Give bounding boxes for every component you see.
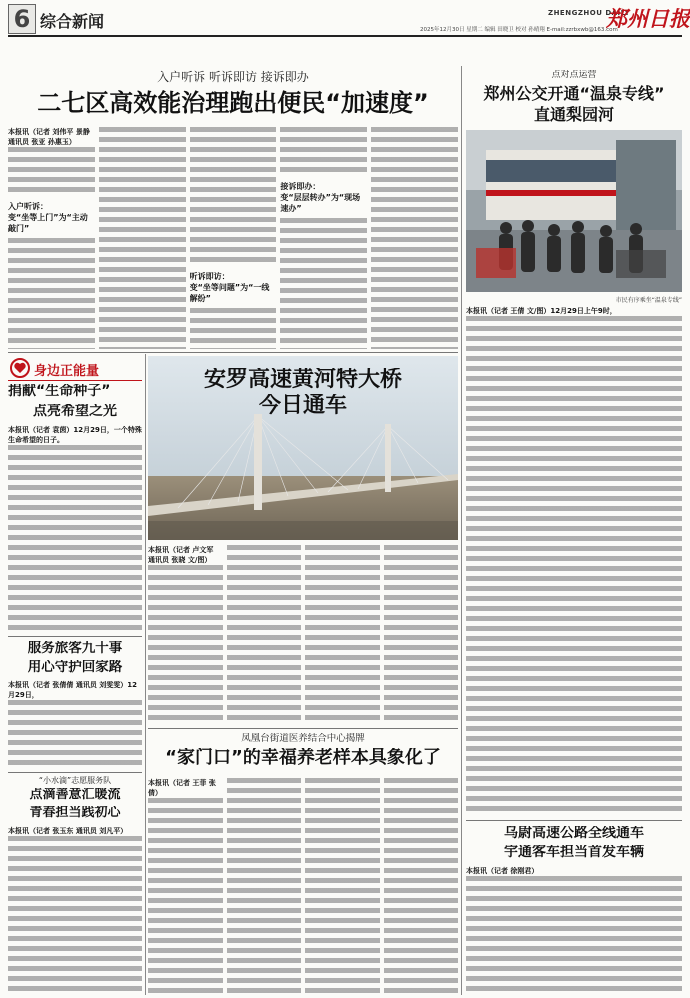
bridge-col-1 (148, 545, 223, 723)
bridge-col-2 (227, 545, 302, 723)
top-lead: 本报讯（记者 刘伟平 景静 通讯员 张亚 孙惠玉） (8, 128, 90, 146)
text-block (227, 778, 302, 994)
text-block (99, 127, 186, 349)
highway-body (466, 866, 682, 994)
elderly-kicker: 凤凰台街道医养结合中心揭牌 (241, 733, 365, 744)
donate-body (8, 425, 142, 631)
elderly-col-1 (148, 778, 223, 994)
bus-photo-image (466, 130, 682, 292)
text-block (466, 316, 682, 816)
text-block (280, 127, 367, 177)
top-headline: 二七区高效能治理跑出便民“加速度” (37, 90, 429, 117)
header-rule (8, 35, 682, 37)
volunteer-body (8, 826, 142, 994)
text-block (8, 445, 142, 631)
top-subhead-1: 入户听诉： 变“坐等上门”为“主动敲门” (8, 202, 88, 233)
donate-headline-2: 点亮希望之光 (33, 404, 117, 419)
travel-headline-2: 用心守护回家路 (27, 660, 123, 675)
travel-headline-1: 服务旅客九十事 (27, 641, 123, 656)
divider (145, 354, 146, 995)
page-number: 6 (13, 5, 31, 33)
highway-lead: 本报讯（记者 徐刚君） (466, 867, 539, 875)
dateline: 2025年12月30日 星期二 编辑 田晓卫 校对 孙晴翔 E-mail:zzrbxwb@163.com (420, 27, 618, 33)
text-block (305, 545, 380, 723)
text-block (371, 127, 458, 349)
text-block (384, 778, 459, 994)
paper-name-en: ZHENGZHOU DAILY (548, 9, 631, 17)
bus-photo-caption: 市民有序乘坐“温泉专线” (615, 297, 682, 304)
elderly-lead: 本报讯（记者 王菲 张倩） (148, 779, 216, 797)
bridge-headline-1: 安罗高速黄河特大桥 (203, 368, 402, 392)
top-subhead-3: 接诉即办： 变“层层转办”为“现场速办” (280, 182, 361, 213)
text-block (148, 798, 223, 994)
top-col-2 (99, 127, 186, 349)
highway-headline-1: 乌尉高速公路全线通车 (504, 826, 644, 841)
top-col-5 (371, 127, 458, 349)
text-block (8, 147, 95, 197)
bus-body (466, 306, 682, 816)
top-col-1 (8, 127, 95, 349)
top-subhead-2: 听诉即访： 变“坐等问题”为“一线解纷” (189, 272, 270, 303)
top-col-4 (280, 127, 367, 349)
elderly-headline: “家门口”的幸福养老样本具象化了 (165, 748, 441, 768)
text-block (305, 778, 380, 994)
donate-lead: 本报讯（记者 袁茵）12月29日，一个特殊生命希望的日子。 (8, 426, 142, 444)
elderly-body (148, 778, 458, 994)
elderly-col-3 (305, 778, 380, 994)
bus-photo (466, 130, 682, 292)
divider (8, 772, 142, 773)
bridge-col-3 (305, 545, 380, 723)
bus-lead: 本报讯（记者 王倩 文/图）12月29日上午9时， (466, 307, 617, 315)
divider (8, 636, 142, 637)
text-block (8, 836, 142, 994)
text-block (227, 545, 302, 723)
bridge-body (148, 545, 458, 723)
elderly-col-4 (384, 778, 459, 994)
heart-emblem-icon (10, 358, 30, 378)
travel-lead: 本报讯（记者 张倩倩 通讯员 刘雯雯）12月29日， (8, 681, 138, 699)
highway-headline-2: 宇通客车担当首发车辆 (504, 845, 644, 860)
text-block (8, 238, 95, 349)
divider (461, 66, 462, 995)
text-block (280, 218, 367, 349)
top-col-3 (190, 127, 277, 349)
paper-logo: 郑州日报 (606, 6, 690, 31)
bus-headline-1: 郑州公交开通“温泉专线” (483, 85, 665, 103)
top-body (8, 127, 458, 349)
bus-headline-2: 直通梨园河 (533, 106, 614, 124)
top-kicker: 入户听诉 听诉即访 接诉即办 (157, 70, 309, 84)
donate-headline-1: 捐献“生命种子” (8, 384, 111, 399)
section-title: 综合新闻 (40, 12, 105, 31)
bridge-col-4 (384, 545, 459, 723)
text-block (8, 700, 142, 768)
text-block (190, 127, 277, 267)
text-block (148, 565, 223, 723)
divider (466, 820, 682, 821)
elderly-col-2 (227, 778, 302, 994)
divider (148, 728, 458, 729)
volunteer-headline-2: 青春担当践初心 (29, 806, 121, 820)
section-badge-label: 身边正能量 (34, 364, 100, 379)
page-number-box (8, 4, 36, 34)
section-badge (8, 356, 142, 381)
bridge-lead: 本报讯（记者 卢文军 通讯员 张晓 文/图） (148, 546, 214, 564)
volunteer-headline-1: 点滴善意汇暖流 (29, 788, 121, 802)
bus-kicker: 点对点运营 (551, 70, 597, 80)
text-block (466, 876, 682, 994)
divider (8, 352, 458, 353)
text-block (190, 308, 277, 349)
bridge-headline-2: 今日通车 (258, 394, 347, 418)
text-block (384, 545, 459, 723)
travel-body (8, 680, 142, 768)
volunteer-kicker: “小水滴”志愿服务队 (38, 776, 112, 785)
volunteer-lead: 本报讯（记者 张玉东 通讯员 刘凡平） (8, 827, 128, 835)
